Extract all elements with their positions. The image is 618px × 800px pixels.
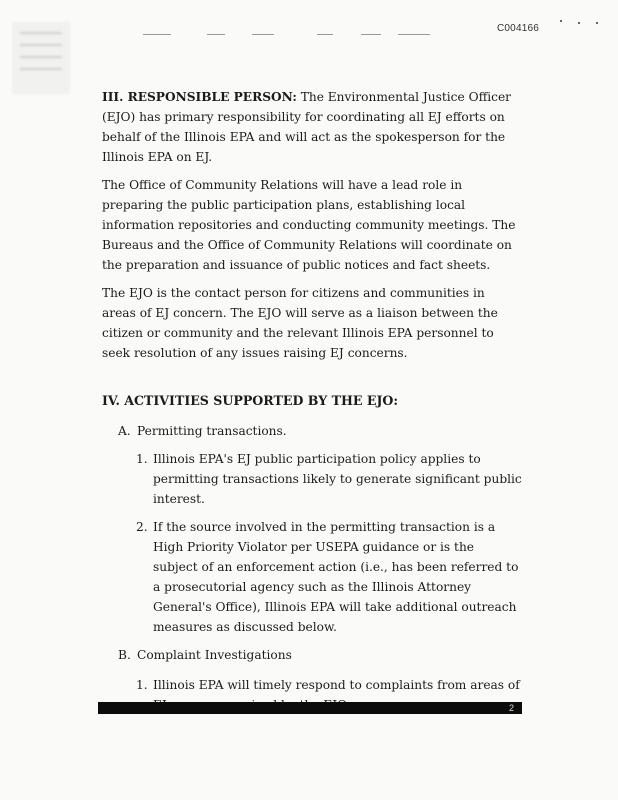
list-item <box>118 645 522 665</box>
document-id: C004166 <box>497 23 539 34</box>
list-item-text: Illinois EPA will timely respond to complaints from areas of <box>153 678 520 692</box>
list-item-text: Illinois EPA's EJ public participation policy applies to permitting transactions likely to generate significant public interest. <box>153 452 522 506</box>
scan-artifact <box>143 34 171 35</box>
list-marker: 2. <box>136 520 148 534</box>
list-marker: 1. <box>136 678 148 692</box>
paragraph-text: The Environmental Justice Officer (EJO) has primary responsibility for coordinating all EJ efforts on behalf of the Illinois EPA and will act as the spokesperson for the Illinois EPA on EJ. <box>102 90 511 164</box>
section-heading: III. RESPONSIBLE PERSON: <box>102 90 297 104</box>
list-item <box>136 517 522 637</box>
list-item-text: If the source involved in the permitting transaction is a High Priority Violator per USEPA guidance or is the subject of an enforcement action (i.e., has been referred to a prosecutorial agency such as the Illinois Attorney General's Office), Illinois EPA will take additional outreach measures as discussed below. <box>153 520 519 634</box>
scan-artifact <box>361 34 381 35</box>
faded-stamp <box>12 22 70 94</box>
scan-artifact <box>317 34 333 35</box>
scan-artifact <box>207 34 225 35</box>
list-marker: B. <box>118 648 131 662</box>
list-item-label: Permitting transactions. <box>137 424 287 438</box>
page-number: 2 <box>508 703 514 713</box>
list-item <box>136 449 522 509</box>
community-relations-paragraph: The Office of Community Relations will have a lead role in preparing the public participation plans, establishing local information repositories and conducting community meetings. The Bureaus and the Office of Community Relations will coordinate on the preparation and issuance of public notices and fact sheets. <box>102 178 516 272</box>
scan-speck <box>578 22 580 24</box>
list-marker: 1. <box>136 452 148 466</box>
document-body <box>102 87 522 723</box>
list-marker: A. <box>118 424 131 438</box>
section-heading: IV. ACTIVITIES SUPPORTED BY THE EJO: <box>102 393 399 408</box>
list-item <box>118 421 522 441</box>
ejo-contact-paragraph: The EJO is the contact person for citizens and communities in areas of EJ concern. The EJO will serve as a liaison between the citizen or community and the relevant Illinois EPA personnel to seek resolution of any issues raising EJ concerns. <box>102 286 498 360</box>
footer-bar <box>98 702 522 714</box>
scan-artifact <box>252 34 274 35</box>
scan-speck <box>560 20 562 22</box>
list-item-label: Complaint Investigations <box>137 648 292 662</box>
responsible-person-paragraph <box>102 87 522 167</box>
scan-artifact <box>398 34 430 35</box>
scan-speck <box>596 22 598 24</box>
